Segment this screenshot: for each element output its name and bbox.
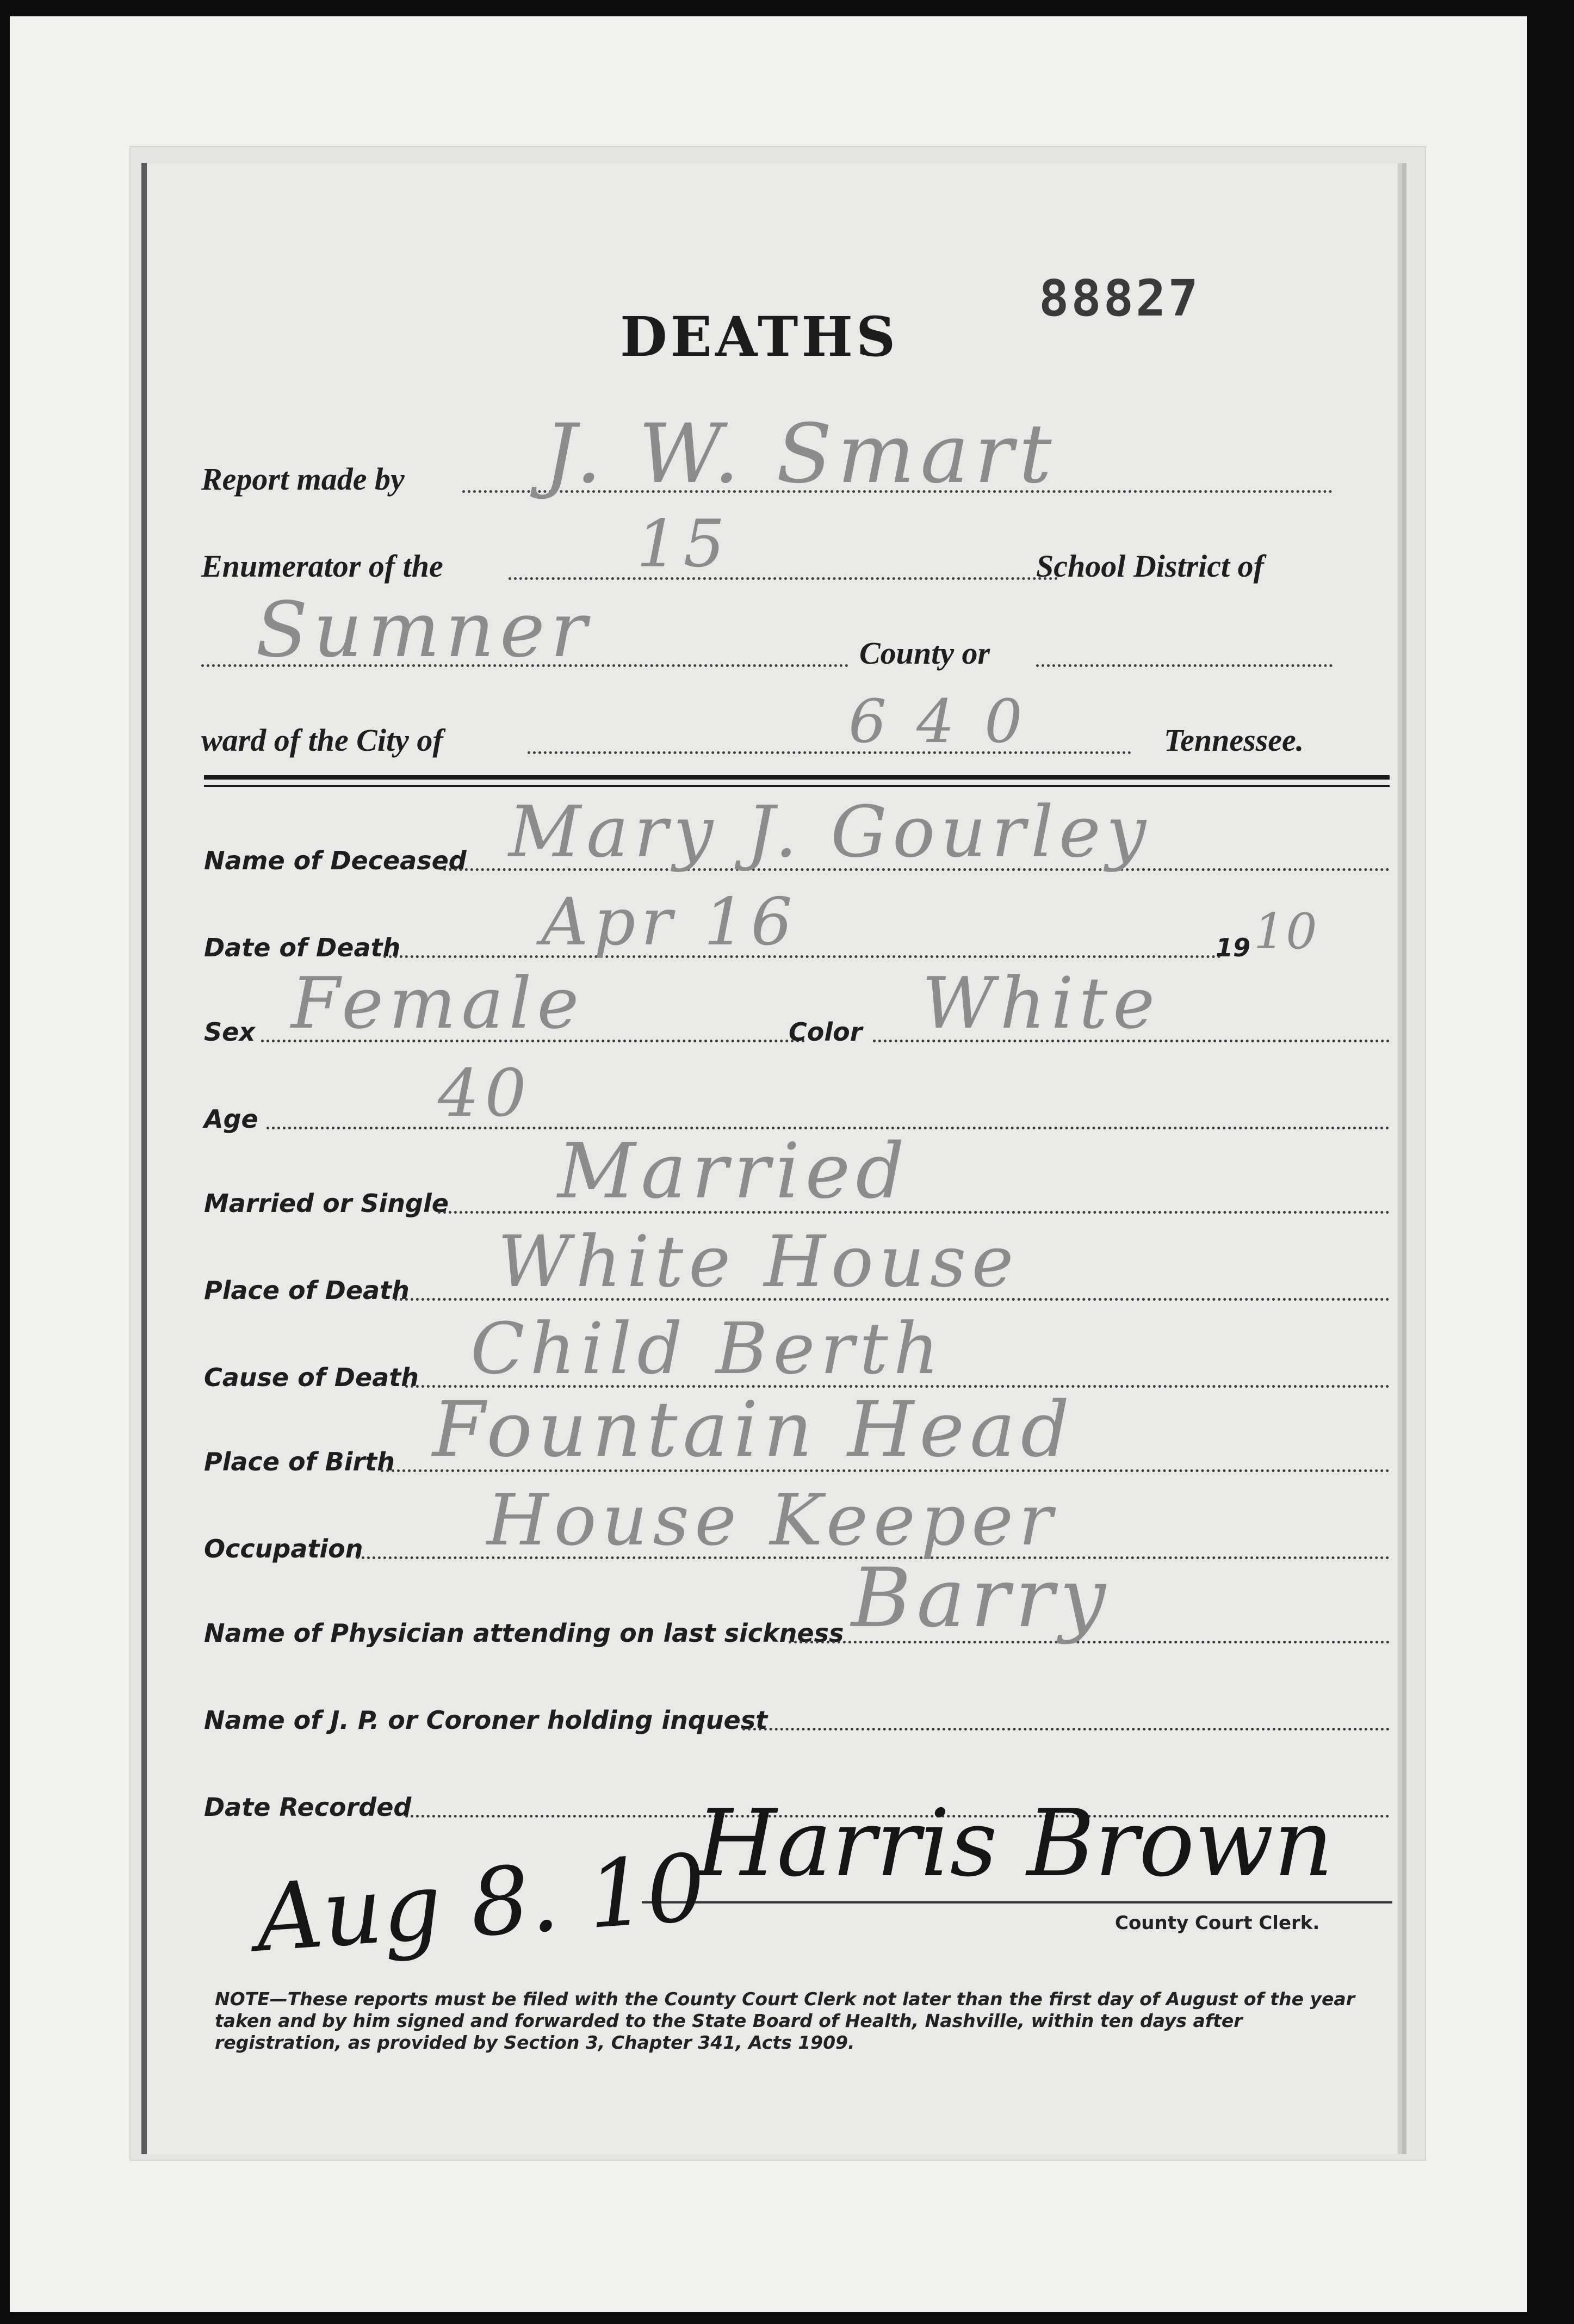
date-of-death-label: Date of Death: [204, 933, 401, 962]
year-prefix: 19: [1216, 933, 1251, 962]
physician-label: Name of Physician attending on last sickness: [204, 1618, 844, 1648]
date-of-death-value: Apr 16: [541, 885, 798, 960]
header-divider-thin: [204, 785, 1390, 787]
recorded-date-handwritten: Aug 8. 10: [252, 1834, 709, 1973]
report-made-by-row: [201, 407, 1333, 506]
form-title: DEATHS: [620, 305, 899, 369]
occupation-label: Occupation: [204, 1534, 363, 1563]
sex-color-row: [204, 962, 1390, 1055]
header-divider: [204, 775, 1390, 780]
place-of-birth-value: Fountain Head: [432, 1386, 1075, 1474]
occupation-row: [204, 1479, 1390, 1572]
sex-value: Female: [291, 962, 585, 1044]
signature-line: [642, 1901, 1392, 1903]
school-district-number: 15: [636, 506, 730, 582]
document-number: 88827: [1039, 269, 1200, 327]
place-of-birth-label: Place of Birth: [204, 1447, 395, 1476]
cause-of-death-label: Cause of Death: [204, 1363, 419, 1392]
date-of-death-line: [383, 955, 1221, 958]
place-of-death-value: White House: [498, 1220, 1019, 1303]
date-of-death-row: [204, 885, 1390, 971]
age-label: Age: [204, 1104, 258, 1134]
clerk-title: County Court Clerk.: [1115, 1912, 1320, 1934]
occupation-value: House Keeper: [487, 1479, 1058, 1561]
ward-line: [528, 751, 1131, 754]
county-label: County or: [859, 635, 990, 671]
ward-row: [201, 687, 1333, 767]
name-of-deceased-label: Name of Deceased: [204, 846, 467, 875]
coroner-label: Name of J. P. or Coroner holding inquest: [204, 1705, 768, 1735]
county-row: [201, 586, 1333, 680]
ward-label: ward of the City of: [201, 722, 443, 758]
age-value: 40: [438, 1056, 532, 1132]
clerk-signature: Harris Brown: [696, 1790, 1334, 1897]
enumerator-line: [509, 577, 1058, 580]
report-made-by-value: J. W. Smart: [544, 407, 1057, 502]
color-value: White: [922, 962, 1161, 1044]
place-of-death-row: [204, 1220, 1390, 1314]
name-of-deceased-row: [204, 790, 1390, 884]
married-or-single-row: [204, 1127, 1390, 1227]
married-or-single-label: Married or Single: [204, 1189, 449, 1218]
place-of-birth-row: [204, 1386, 1390, 1485]
color-label: Color: [789, 1017, 863, 1047]
married-or-single-value: Married: [557, 1127, 910, 1216]
physician-row: [204, 1551, 1390, 1657]
enumerator-label: Enumerator of the: [201, 548, 443, 584]
sex-label: Sex: [204, 1017, 255, 1047]
enumerator-row: [201, 506, 1333, 593]
cause-of-death-value: Child Berth: [470, 1307, 945, 1390]
name-of-deceased-value: Mary J. Gourley: [509, 790, 1152, 873]
ward-value: 6 4 0: [848, 687, 1028, 756]
state-label: Tennessee.: [1164, 722, 1304, 758]
county-value: Sumner: [256, 586, 592, 675]
date-recorded-label: Date Recorded: [204, 1793, 412, 1822]
filing-note: NOTE—These reports must be filed with the County Court Clerk not later than the first day of August of the year taken and by him signed and forwarded to the State Board of Health, Nashville, within ten days after registration, as provided by Section 3, Chapter 341, Acts 1909.: [215, 1988, 1355, 2053]
report-made-by-label: Report made by: [201, 461, 405, 497]
year-suffix: 10: [1254, 903, 1318, 960]
physician-value: Barry: [851, 1551, 1111, 1646]
school-district-label: School District of: [1036, 548, 1264, 584]
coroner-line: [742, 1728, 1390, 1730]
place-of-death-label: Place of Death: [204, 1276, 410, 1305]
county-or-line: [1036, 664, 1333, 667]
coroner-row: [204, 1678, 1390, 1744]
